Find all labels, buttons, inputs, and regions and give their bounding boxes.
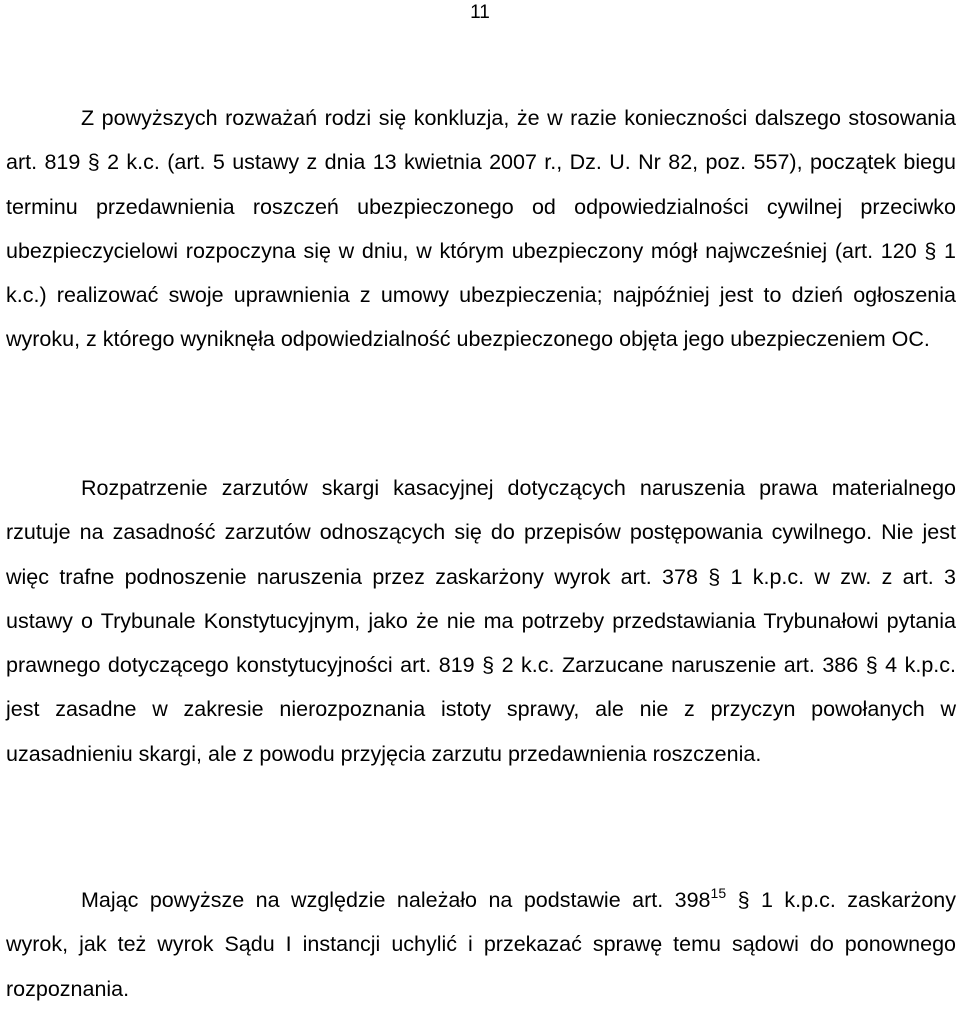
paragraph-procedural-claims bbox=[6, 466, 956, 776]
paragraph-text: Z powyższych rozważań rodzi się konkluzja, że w razie konieczności dalszego stosowania art. 819 § 2 k.c. (art. 5 ustawy z dnia 13 kwietnia 2007 r., Dz. U. Nr 82, poz. 557), początek biegu terminu przedawnienia roszczeń ubezpieczonego od odpowiedzialności cywilnej przeciwko ubezpieczycielowi rozpoczyna się w dniu, w którym ubezpieczony mógł najwcześniej (art. 120 § 1 k.c.) realizować swoje uprawnienia z umowy ubezpieczenia; najpóźniej jest to dzień ogłoszenia wyroku, z którego wyniknęła odpowiedzialność ubezpieczonego objęta jego ubezpieczeniem OC. bbox=[6, 106, 956, 352]
paragraph-text: Rozpatrzenie zarzutów skargi kasacyjnej dotyczących naruszenia prawa materialnego rzutuje na zasadność zarzutów odnoszących się do przepisów postępowania cywilnego. Nie jest więc trafne podnoszenie naruszenia przez zaskarżony wyrok art. 378 § 1 k.p.c. w zw. z art. 3 ustawy o Trybunale Konstytucyjnym, jako że nie ma potrzeby przedstawiania Trybunałowi pytania prawnego dotyczącego konstytucyjności art. 819 § 2 k.c. Zarzucane naruszenie art. 386 § 4 k.p.c. jest zasadne w zakresie nierozpoznania istoty sprawy, ale nie z przyczyn powołanych w uzasadnieniu skargi, ale z powodu przyjęcia zarzutu przedawnienia roszczenia. bbox=[6, 476, 956, 766]
paragraph-ruling bbox=[6, 878, 956, 1011]
page-number: 11 bbox=[470, 2, 490, 23]
paragraph-conclusion bbox=[6, 96, 956, 362]
article-superscript: 15 bbox=[710, 885, 727, 901]
paragraph-text-before: Mając powyższe na względzie należało na podstawie art. 398 bbox=[81, 888, 711, 912]
paragraph-text-after: § 1 k.p.c. zaskarżony wyrok, jak też wyrok Sądu I instancji uchylić i przekazać sprawę temu sądowi do ponownego rozpoznania. bbox=[6, 888, 956, 1001]
